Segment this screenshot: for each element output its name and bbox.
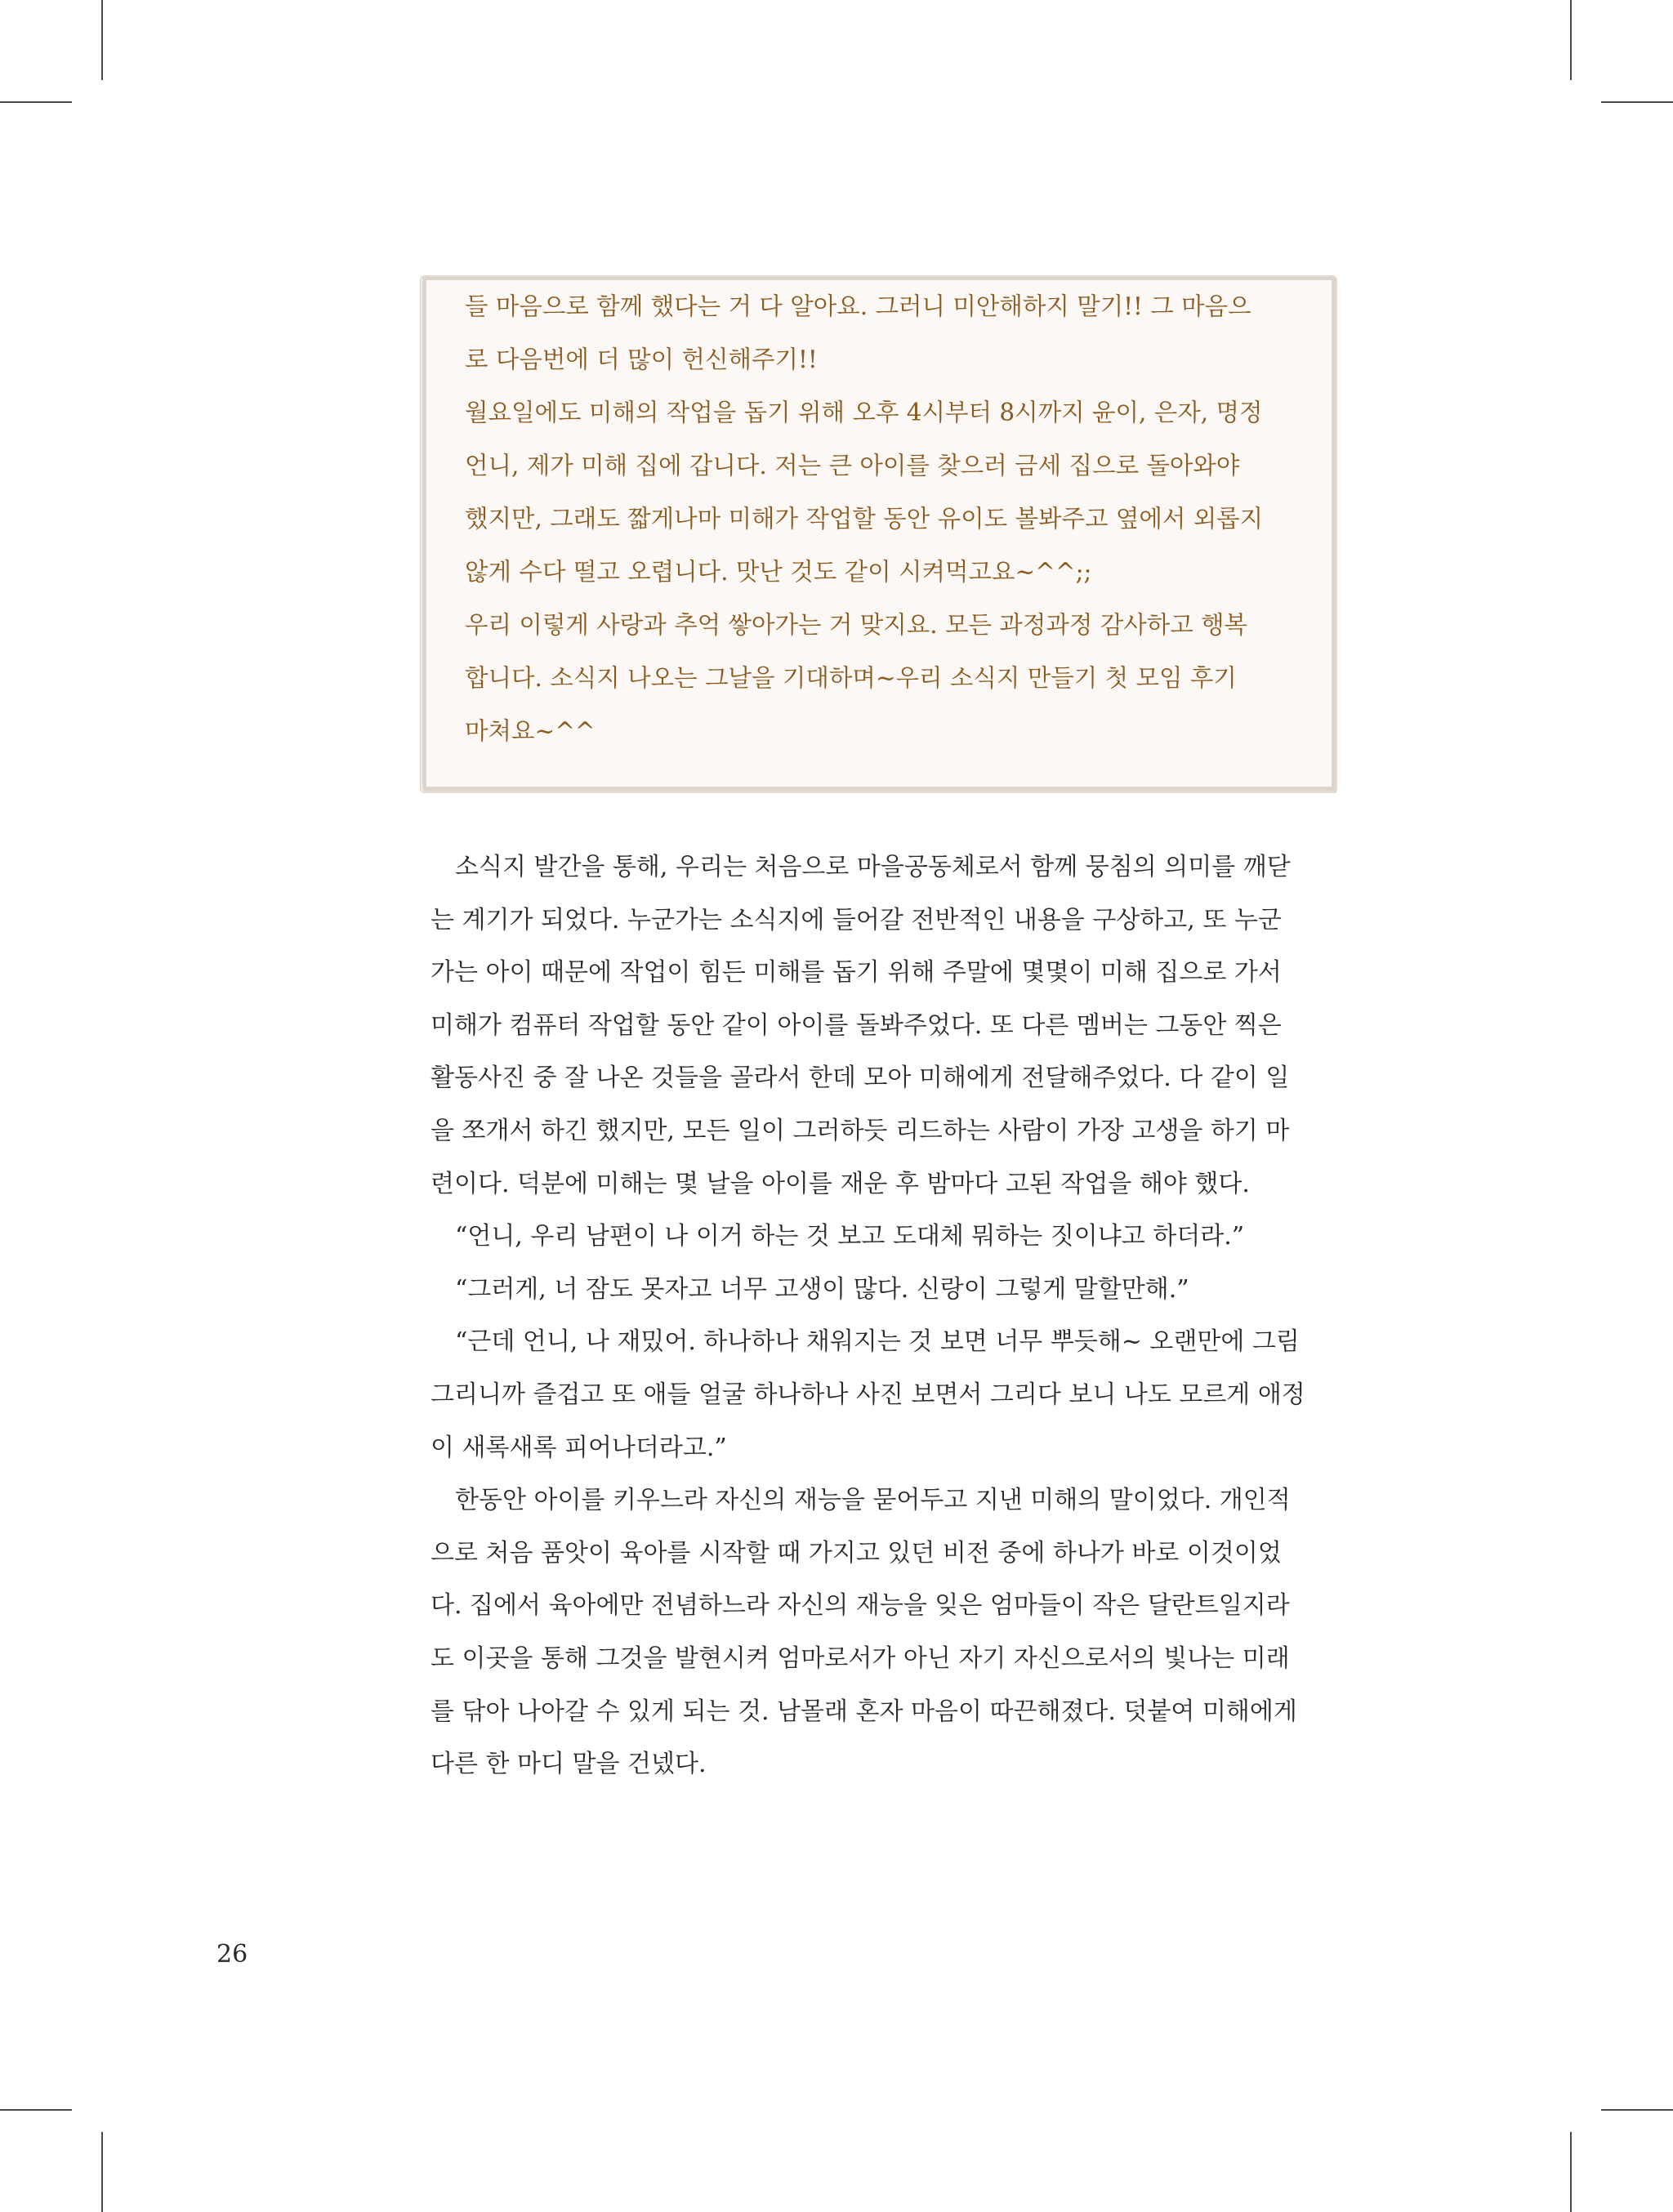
- body-line: 다. 집에서 육아에만 전념하느라 자신의 재능을 잊은 엄마들이 작은 달란트일지라: [431, 1591, 1290, 1621]
- body-line: “근데 언니, 나 재밌어. 하나하나 채워지는 것 보면 너무 뿌듯해~ 오랜만에 그림: [431, 1327, 1300, 1357]
- body-line: 소식지 발간을 통해, 우리는 처음으로 마을공동체로서 함께 뭉침의 의미를 깨닫: [431, 853, 1291, 881]
- letter-line: 들 마음으로 함께 했다는 거 다 알아요. 그러니 미안해하지 말기!! 그 마음으: [465, 292, 1251, 320]
- body-text: [431, 841, 1337, 1791]
- letter-line: 로 다음번에 더 많이 헌신해주기!!: [465, 346, 818, 373]
- body-line: 다른 한 마디 말을 건넸다.: [431, 1750, 707, 1779]
- crop-mark-bottom-left-vertical: [101, 2132, 103, 2212]
- body-line: 한동안 아이를 키우느라 자신의 재능을 묻어두고 지낸 미해의 말이었다. 개인적: [431, 1486, 1291, 1515]
- letter-line: 합니다. 소식지 나오는 그날을 기대하며~우리 소식지 만들기 첫 모임 후기: [465, 664, 1237, 692]
- letter-line: 우리 이렇게 사랑과 추억 쌓아가는 거 맞지요. 모든 과정과정 감사하고 행복: [465, 611, 1248, 639]
- body-line: 는 계기가 되었다. 누군가는 소식지에 들어갈 전반적인 내용을 구상하고, 또 누군: [431, 905, 1282, 934]
- body-line: 을 쪼개서 하긴 했지만, 모든 일이 그러하듯 리드하는 사람이 가장 고생을 하기 마: [431, 1116, 1290, 1145]
- body-line: 련이다. 덕분에 미해는 몇 날을 아이를 재운 후 밤마다 고된 작업을 해야 했다.: [431, 1169, 1250, 1198]
- body-line: 그리니까 즐겁고 또 애들 얼굴 하나하나 사진 보면서 그리다 보니 나도 모르게 애정: [431, 1380, 1305, 1409]
- letter-text: [465, 280, 1306, 758]
- crop-mark-bottom-left-horizontal: [0, 2109, 72, 2111]
- crop-mark-bottom-right-horizontal: [1601, 2109, 1673, 2111]
- letter-line: 월요일에도 미해의 작업을 돕기 위해 오후 4시부터 8시까지 윤이, 은자, 명정: [465, 399, 1263, 426]
- body-line: 이 새록새록 피어나더라고.”: [431, 1433, 727, 1462]
- letter-line: 했지만, 그래도 짧게나마 미해가 작업할 동안 유이도 볼봐주고 옆에서 외롭지: [465, 505, 1264, 533]
- body-line: 도 이곳을 통해 그것을 발현시켜 엄마로서가 아닌 자기 자신으로서의 빛나는 미래: [431, 1643, 1290, 1673]
- page-number: 26: [216, 1940, 248, 1969]
- crop-mark-top-left-vertical: [101, 0, 103, 80]
- crop-mark-top-left-horizontal: [0, 101, 72, 103]
- body-line: 가는 아이 때문에 작업이 힘든 미해를 돕기 위해 주말에 몇몇이 미해 집으로 가서: [431, 958, 1282, 988]
- crop-mark-top-right-horizontal: [1601, 101, 1673, 103]
- body-line: 미해가 컴퓨터 작업할 동안 같이 아이를 돌봐주었다. 또 다른 멤버는 그동안 찍은: [431, 1010, 1282, 1040]
- crop-mark-bottom-right-vertical: [1570, 2132, 1572, 2212]
- body-line: 활동사진 중 잘 나온 것들을 골라서 한데 모아 미해에게 전달해주었다. 다 같이 일: [431, 1064, 1290, 1093]
- letter-line: 않게 수다 떨고 오렵니다. 맛난 것도 같이 시켜먹고요~^^;;: [465, 558, 1092, 586]
- letter-line: 마쳐요~^^: [465, 717, 596, 745]
- body-line: 를 닦아 나아갈 수 있게 되는 것. 남몰래 혼자 마음이 따끈해졌다. 덧붙여 미해에게: [431, 1697, 1297, 1726]
- letter-line: 언니, 제가 미해 집에 갑니다. 저는 큰 아이를 찾으러 금세 집으로 돌아와야: [465, 452, 1240, 479]
- crop-mark-top-right-vertical: [1570, 0, 1572, 80]
- letter-box: [422, 276, 1336, 791]
- body-line: 으로 처음 품앗이 육아를 시작할 때 가지고 있던 비전 중에 하나가 바로 이것이었: [431, 1538, 1282, 1568]
- body-line: “언니, 우리 남편이 나 이거 하는 것 보고 도대체 뭐하는 짓이냐고 하더라.”: [431, 1222, 1245, 1251]
- body-line: “그러게, 너 잠도 못자고 너무 고생이 많다. 신랑이 그렇게 말할만해.”: [431, 1274, 1189, 1304]
